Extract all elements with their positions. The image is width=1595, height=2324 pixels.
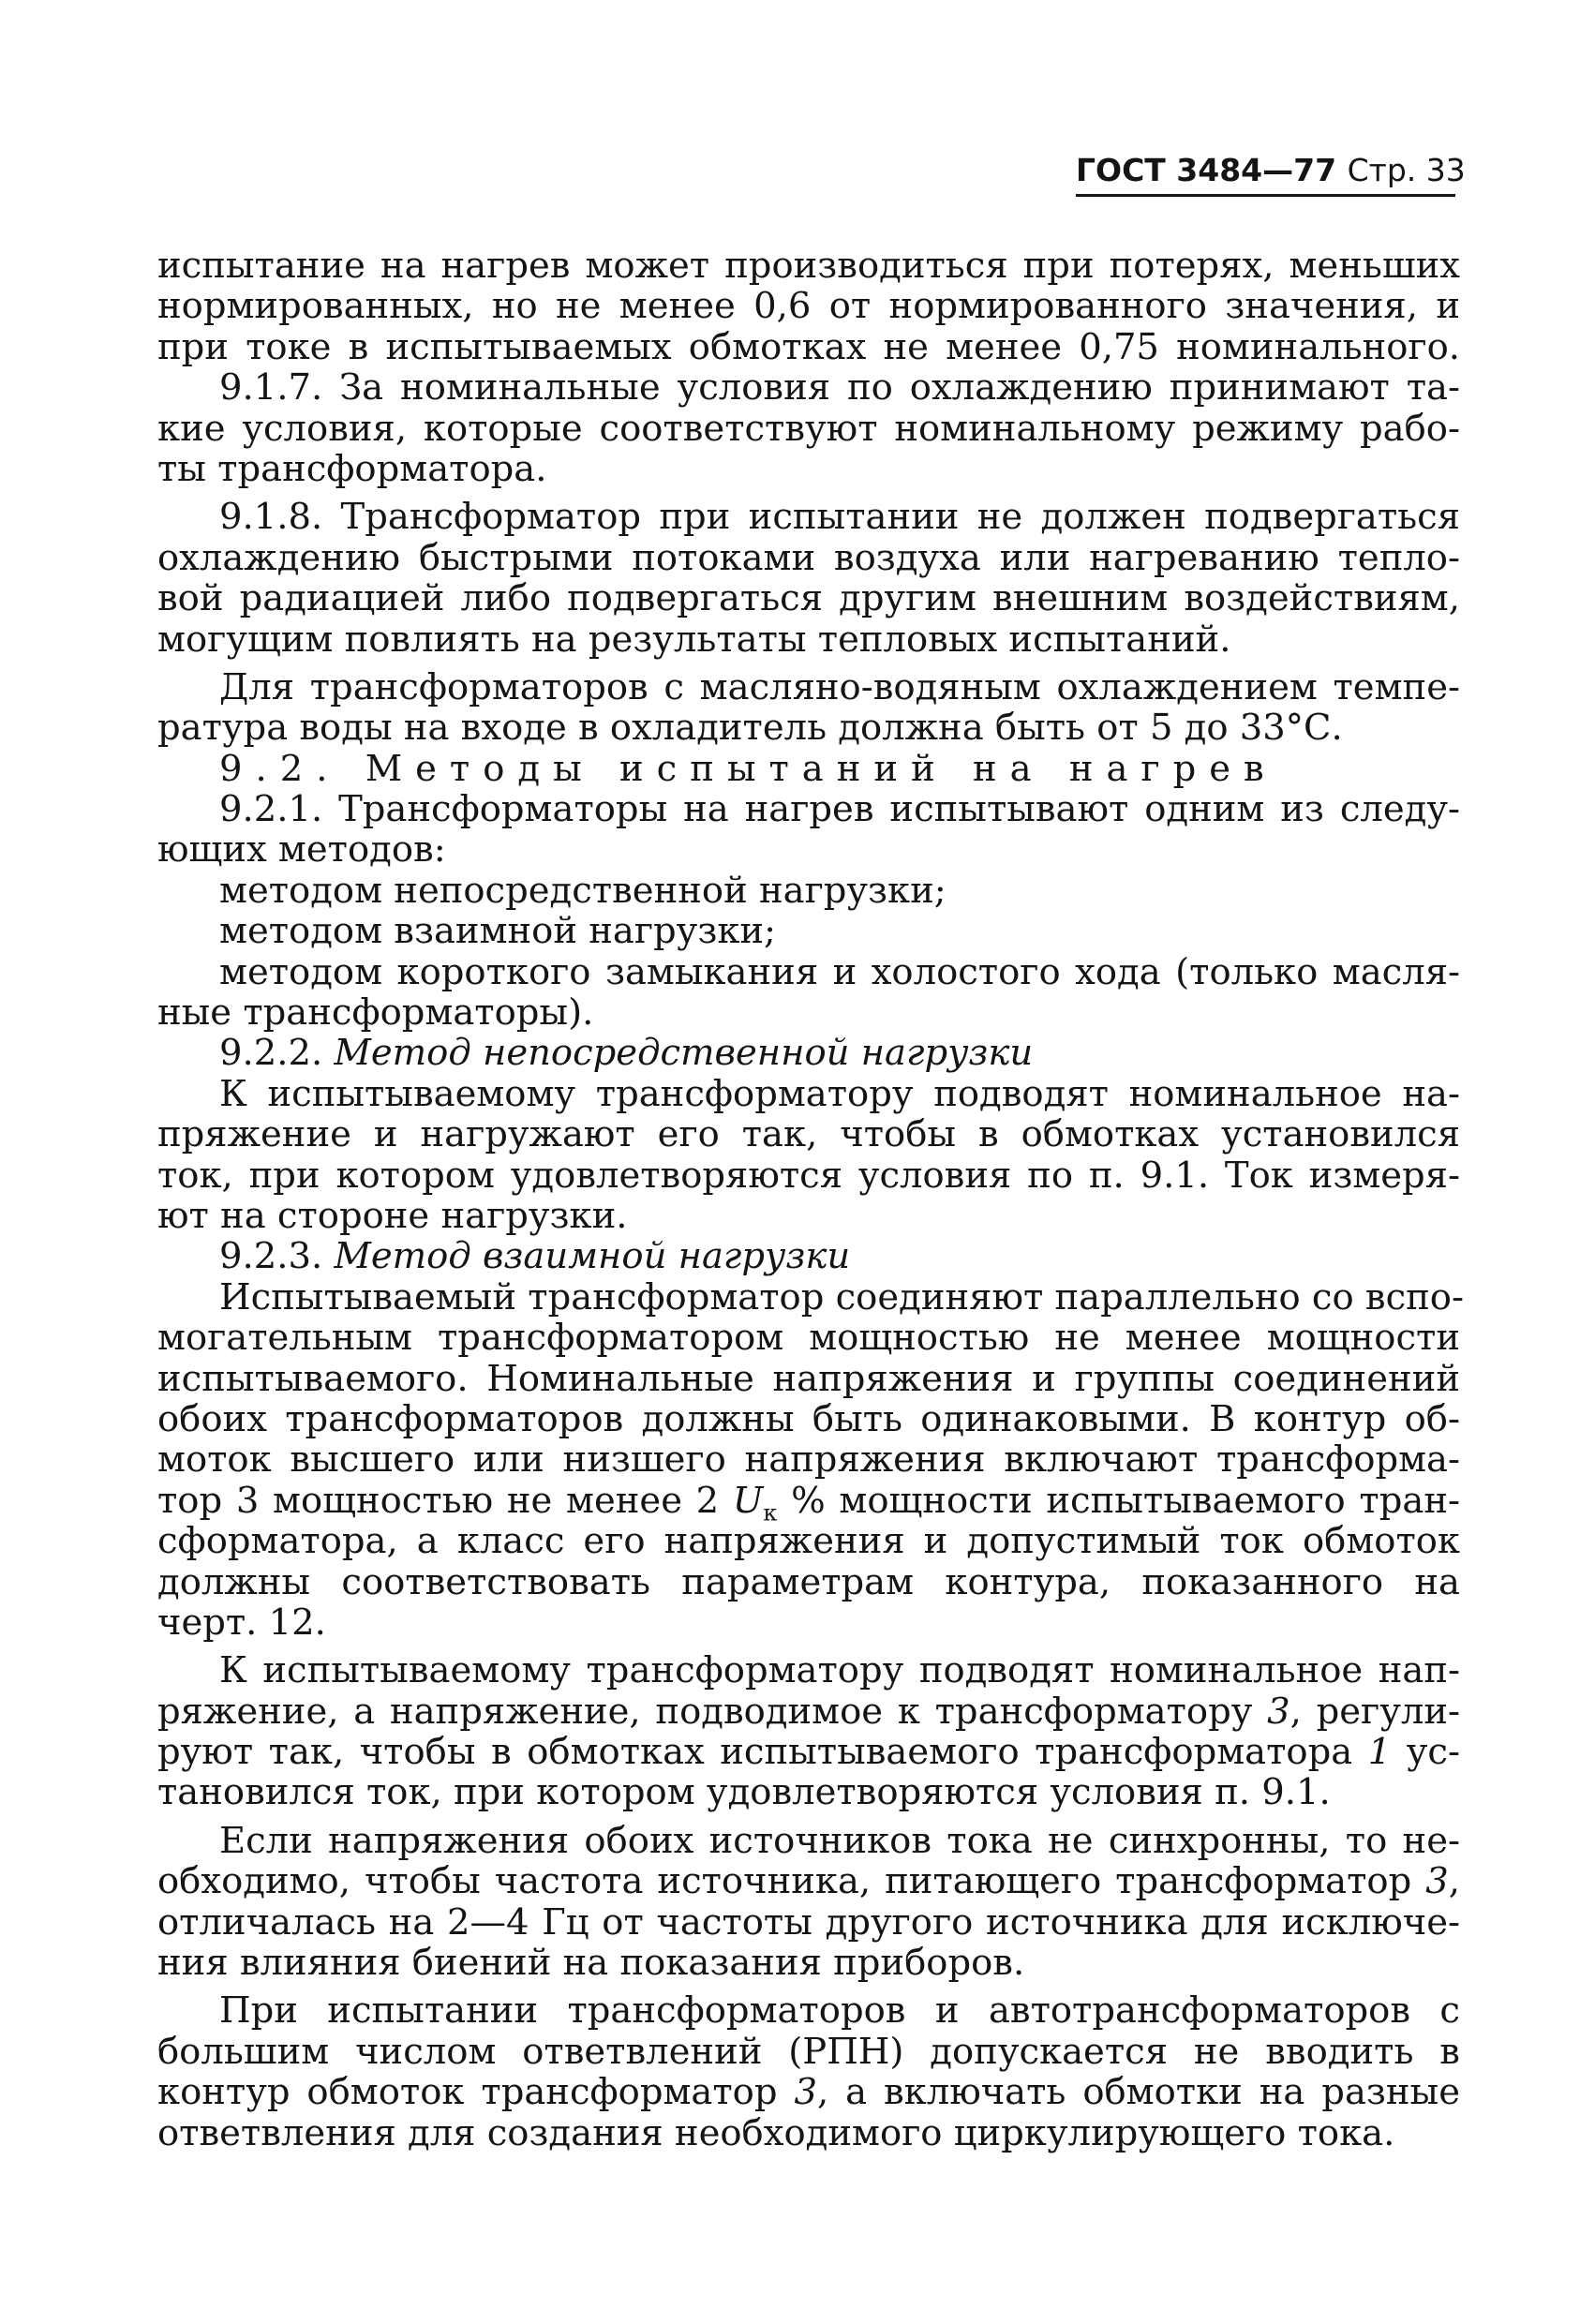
- text-line: испытание на нагрев может производиться при потерях, меньших: [157, 245, 1460, 287]
- text-line: 9.1.7. За номинальные условия по охлаждению принимают та-: [219, 366, 1460, 410]
- text-line: тановился ток, при котором удовлетворяются условия п. 9.1.: [157, 1771, 1331, 1814]
- list-item: [157, 871, 1460, 911]
- list-item: [157, 952, 1460, 1034]
- text-line: контур обмоток трансформатор 3, а включать обмотки на разные: [157, 2071, 1460, 2114]
- subsection-heading-9-2-3: [157, 1236, 1460, 1276]
- text-line: обоих трансформаторов должны быть одинаковыми. В контур об-: [157, 1397, 1460, 1440]
- text-line: ные трансформаторы).: [157, 991, 594, 1035]
- text-line: Если напряжения обоих источников тока не синхронны, то не-: [219, 1819, 1460, 1862]
- text-line: отличалась на 2—4 Гц от частоты другого источника для исключе-: [157, 1900, 1460, 1944]
- paragraph: [157, 1074, 1460, 1237]
- text-line: ют на стороне нагрузки.: [157, 1194, 628, 1237]
- text-line: испытываемого. Номинальные напряжения и группы соединений: [157, 1357, 1460, 1400]
- text-line: руют так, чтобы в обмотках испытываемого трансформатора 1 ус-: [157, 1731, 1460, 1774]
- subsection-heading-9-2-2: [157, 1033, 1460, 1073]
- text-line: черт. 12.: [157, 1601, 326, 1644]
- text-line: большим числом ответвлений (РПН) допускается не вводить в: [157, 2030, 1460, 2073]
- paragraph: [157, 246, 1460, 367]
- text-line: нормированных, но не менее 0,6 от нормированного значения, и: [157, 285, 1460, 328]
- text-line: пряжение и нагружают его так, чтобы в обмотках установился: [157, 1113, 1460, 1156]
- text-line: могательным трансформатором мощностью не менее мощности: [157, 1317, 1460, 1360]
- section-heading: 9.2. Методы испытаний на нагрев: [219, 747, 1277, 790]
- text-line: 9.1.8. Трансформатор при испытании не должен подвергаться: [219, 496, 1460, 539]
- paragraph-9-1-7: [157, 367, 1460, 489]
- text-line: ния влияния биений на показания приборов.: [157, 1942, 1025, 1985]
- text-line: ратура воды на входе в охладитель должна быть от 5 до 33°С.: [157, 707, 1343, 750]
- text-line: ток, при котором удовлетворяются условия по п. 9.1. Ток измеря-: [157, 1154, 1460, 1197]
- text-line: 9.2.1. Трансформаторы на нагрев испытывают одним из следу-: [219, 788, 1460, 831]
- paragraph: [157, 1990, 1460, 2153]
- paragraph: [157, 1821, 1460, 1984]
- text-line: охлаждению быстрыми потоками воздуха или нагреванию тепло-: [157, 536, 1460, 579]
- paragraph-9-1-8: [157, 497, 1460, 660]
- text-line: К испытываемому трансформатору подводят номинальное нап-: [219, 1649, 1460, 1692]
- text-line: могущим повлиять на результаты тепловых испытаний.: [157, 618, 1231, 661]
- page-header: [1076, 152, 1466, 197]
- standard-number: ГОСТ 3484—77: [1076, 152, 1337, 188]
- text-line: при токе в испытываемых обмотках не менее 0,75 номинального.: [157, 325, 1460, 368]
- paragraph: [157, 1275, 1464, 1644]
- text-line: ответвления для создания необходимого циркулирующего тока.: [157, 2111, 1395, 2154]
- paragraph: [157, 1650, 1460, 1813]
- paragraph-9-2-1: [157, 789, 1460, 871]
- subsection-heading: 9.2.2. Метод непосредственной нагрузки: [219, 1032, 1034, 1075]
- text-line: ты трансформатора.: [157, 447, 547, 490]
- text-line: Для трансформаторов с масляно-водяным охлаждением темпе-: [219, 665, 1460, 708]
- text-line: кие условия, которые соответствуют номинальному режиму рабо-: [157, 407, 1460, 450]
- text-line: методом короткого замыкания и холостого хода (только масля-: [219, 950, 1460, 993]
- text-line: моток высшего или низшего напряжения включают трансформа-: [157, 1438, 1460, 1482]
- list-item: [157, 911, 1460, 951]
- text-line: Испытываемый трансформатор соединяют параллельно со вспо-: [219, 1275, 1464, 1318]
- text-line: вой радиацией либо подвергаться другим внешним воздействиям,: [157, 577, 1460, 620]
- document-body: [157, 245, 1464, 2154]
- page-number: Стр. 33: [1347, 152, 1466, 188]
- text-line: ющих методов:: [157, 828, 446, 872]
- paragraph: [157, 667, 1460, 749]
- text-line: тор 3 мощностью не менее 2 $U_к$ % мощности испытываемого тран-: [157, 1479, 1460, 1527]
- text-line: ряжение, а напряжение, подводимое к трансформатору 3, регули-: [157, 1690, 1461, 1733]
- subsection-heading: 9.2.3. Метод взаимной нагрузки: [219, 1235, 851, 1278]
- text-line: К испытываемому трансформатору подводят номинальное на-: [219, 1072, 1460, 1115]
- text-line: сформатора, а класс его напряжения и допустимый ток обмоток: [157, 1520, 1460, 1563]
- text-line: должны соответствовать параметрам контура, показанного на: [157, 1560, 1460, 1603]
- text-line: методом взаимной нагрузки;: [219, 910, 777, 953]
- section-heading-9-2: [157, 749, 1460, 789]
- text-line: При испытании трансформаторов и автотрансформаторов с: [219, 1989, 1460, 2033]
- text-line: обходимо, чтобы частота источника, питающего трансформатор 3,: [157, 1860, 1460, 1903]
- text-line: методом непосредственной нагрузки;: [219, 869, 947, 912]
